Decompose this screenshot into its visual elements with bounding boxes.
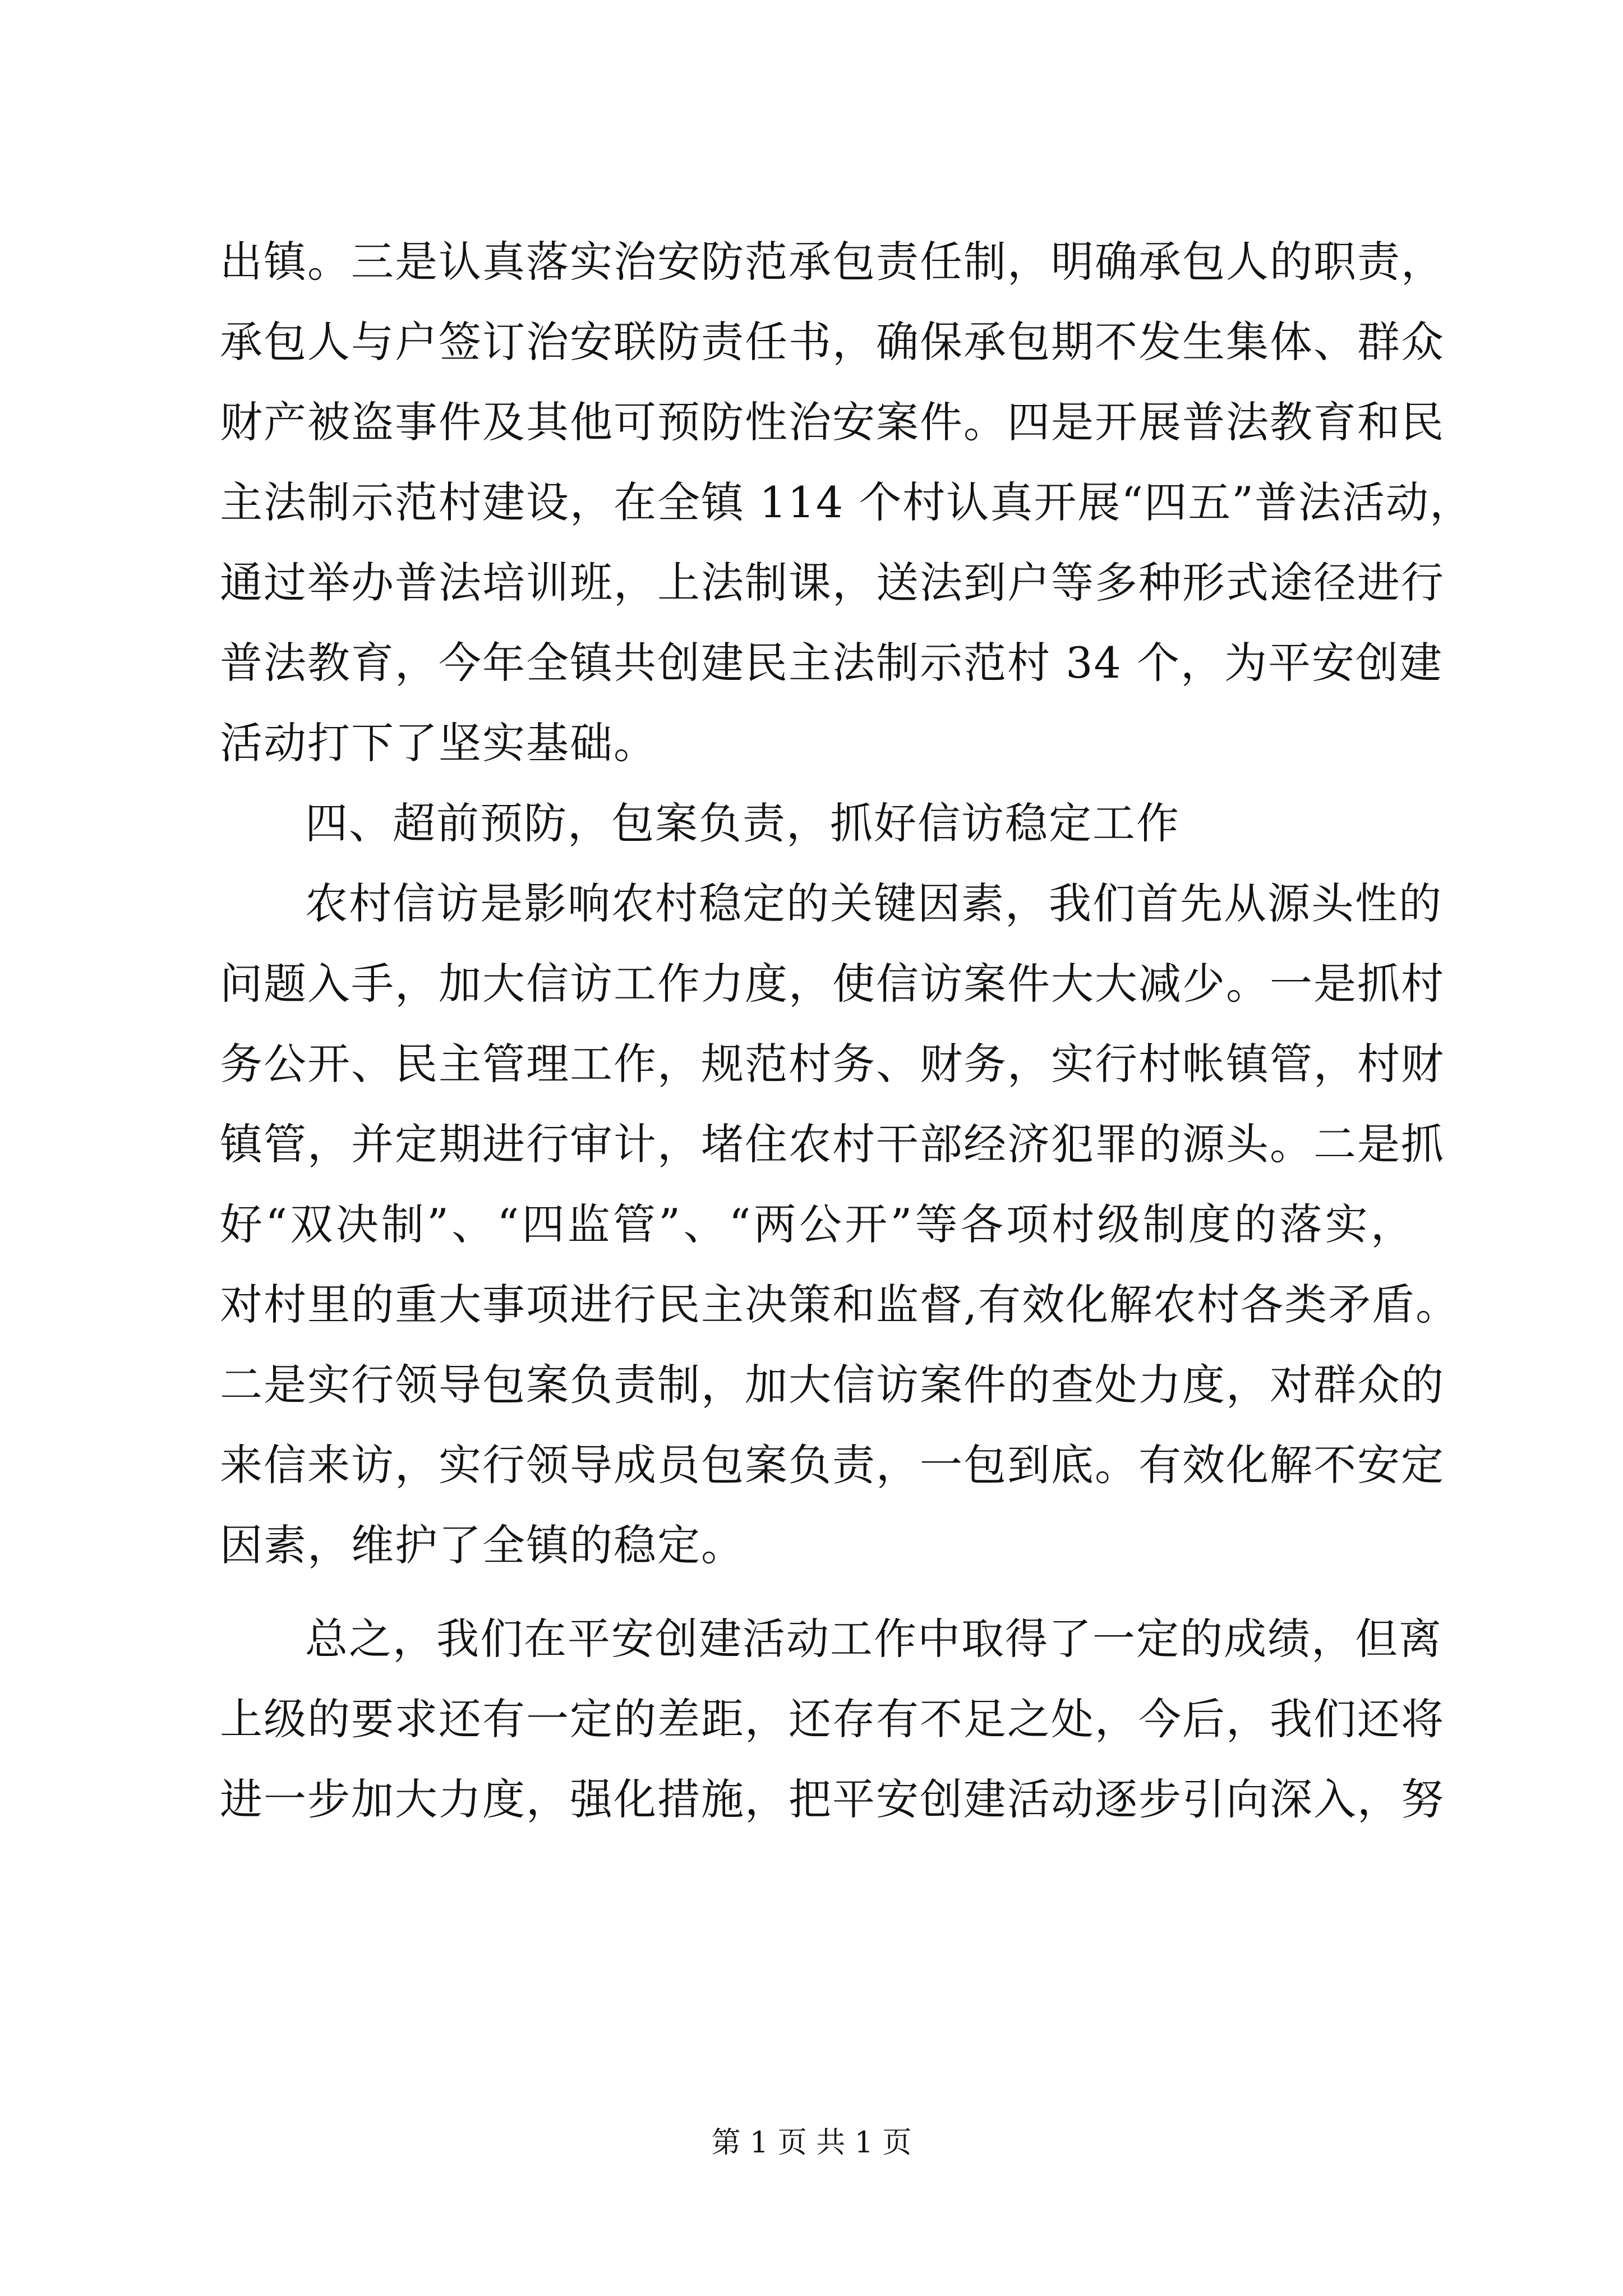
- text-line: 财产被盗事件及其他可预防性治安案件。四是开展普法教育和民: [220, 397, 1445, 447]
- text-line: 务公开、民主管理工作，规范村务、财务，实行村帐镇管，村财: [220, 1039, 1445, 1089]
- text-line: 对村里的重大事项进行民主决策和监督,有效化解农村各类矛盾。: [220, 1280, 1460, 1329]
- text-line: 普法教育，今年全镇共创建民主法制示范村 34 个，为平安创建: [220, 638, 1444, 688]
- text-line: 问题入手，加大信访工作力度，使信访案件大大减少。一是抓村: [220, 959, 1445, 1009]
- text-line: 主法制示范村建设，在全镇 114 个村认真开展“四五”普法活动，: [220, 477, 1474, 527]
- text-line: 来信来访，实行领导成员包案负责，一包到底。有效化解不安定: [220, 1440, 1445, 1490]
- text-line: 因素，维护了全镇的稳定。: [220, 1520, 745, 1570]
- text-line: 进一步加大力度，强化措施，把平安创建活动逐步引向深入，努: [220, 1774, 1445, 1824]
- section-heading: 四、超前预防，包案负责，抓好信访稳定工作: [305, 798, 1180, 848]
- paragraph-gap: [220, 1585, 1414, 1599]
- text-line: 活动打下了坚实基础。: [220, 718, 657, 768]
- text-line: 农村信访是影响农村稳定的关键因素，我们首先从源头性的: [305, 878, 1442, 928]
- text-line: 出镇。三是认真落实治安防范承包责任制，明确承包人的职责，: [220, 237, 1445, 287]
- text-line: 总之，我们在平安创建活动工作中取得了一定的成绩，但离: [305, 1614, 1442, 1664]
- text-line: 镇管，并定期进行审计，堵住农村干部经济犯罪的源头。二是抓: [220, 1119, 1445, 1169]
- page-footer: 第 1 页 共 1 页: [711, 2126, 912, 2160]
- text-line: 好“双决制”、“四监管”、“两公开”等各项村级制度的落实，: [220, 1199, 1414, 1249]
- text-line: 上级的要求还有一定的差距，还存有不足之处，今后，我们还将: [220, 1694, 1445, 1744]
- text-line: 二是实行领导包案负责制，加大信访案件的查处力度，对群众的: [220, 1360, 1445, 1410]
- document-body: [220, 222, 1474, 1839]
- text-line: 承包人与户签订治安联防责任书，确保承包期不发生集体、群众: [220, 317, 1445, 367]
- text-line: 通过举办普法培训班，上法制课，送法到户等多种形式途径进行: [220, 558, 1445, 608]
